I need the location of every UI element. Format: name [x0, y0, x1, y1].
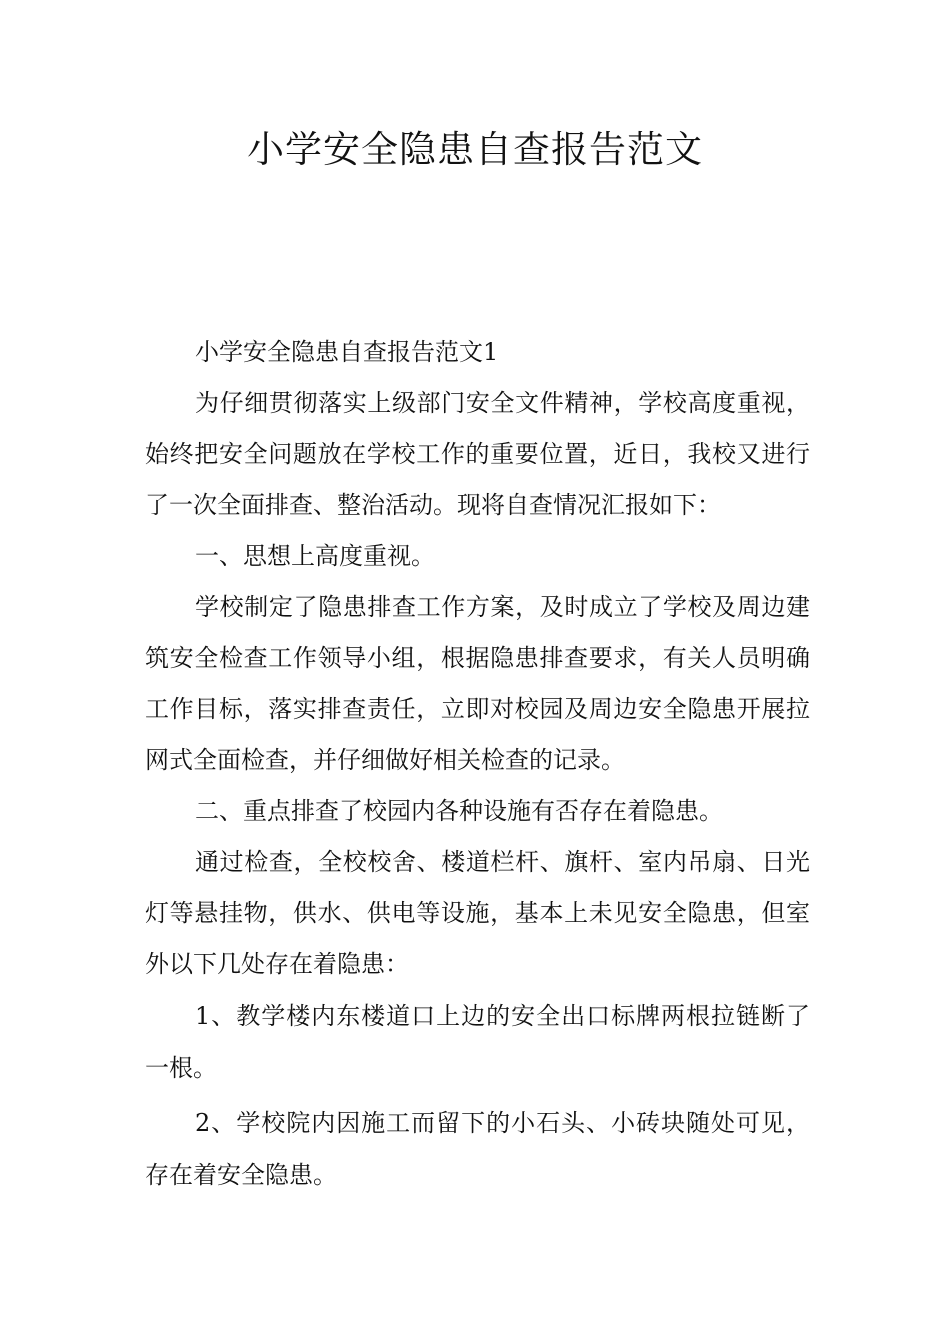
section-heading-1: 小学安全隐患自查报告范文1 [195, 338, 499, 366]
hazard-item-1: 1、教学楼内东楼道口上边的安全出口标牌两根拉链断了一根。 [145, 1002, 810, 1082]
awareness-paragraph: 学校制定了隐患排查工作方案，及时成立了学校及周边建筑安全检查工作领导小组，根据隐患排查要求，有关人员明确工作目标，落实排查责任，立即对校园及周边安全隐患开展拉网式全面检查，并仔细做好相关检查的记录。 [145, 593, 810, 774]
hazard-item-2: 2、学校院内因施工而留下的小石头、小砖块随处可见，存在着安全隐患。 [145, 1109, 810, 1189]
intro-paragraph: 为仔细贯彻落实上级部门安全文件精神，学校高度重视，始终把安全问题放在学校工作的重要位置，近日，我校又进行了一次全面排查、整治活动。现将自查情况汇报如下： [145, 389, 810, 519]
document-body [145, 327, 810, 1201]
section-heading-inspection: 二、重点排查了校园内各种设施有否存在着隐患。 [195, 797, 723, 825]
document-title: 小学安全隐患自查报告范文 [247, 128, 703, 171]
inspection-paragraph: 通过检查，全校校舍、楼道栏杆、旗杆、室内吊扇、日光灯等悬挂物，供水、供电等设施，基本上未见安全隐患，但室外以下几处存在着隐患： [145, 848, 810, 978]
section-heading-awareness: 一、思想上高度重视。 [195, 542, 435, 570]
